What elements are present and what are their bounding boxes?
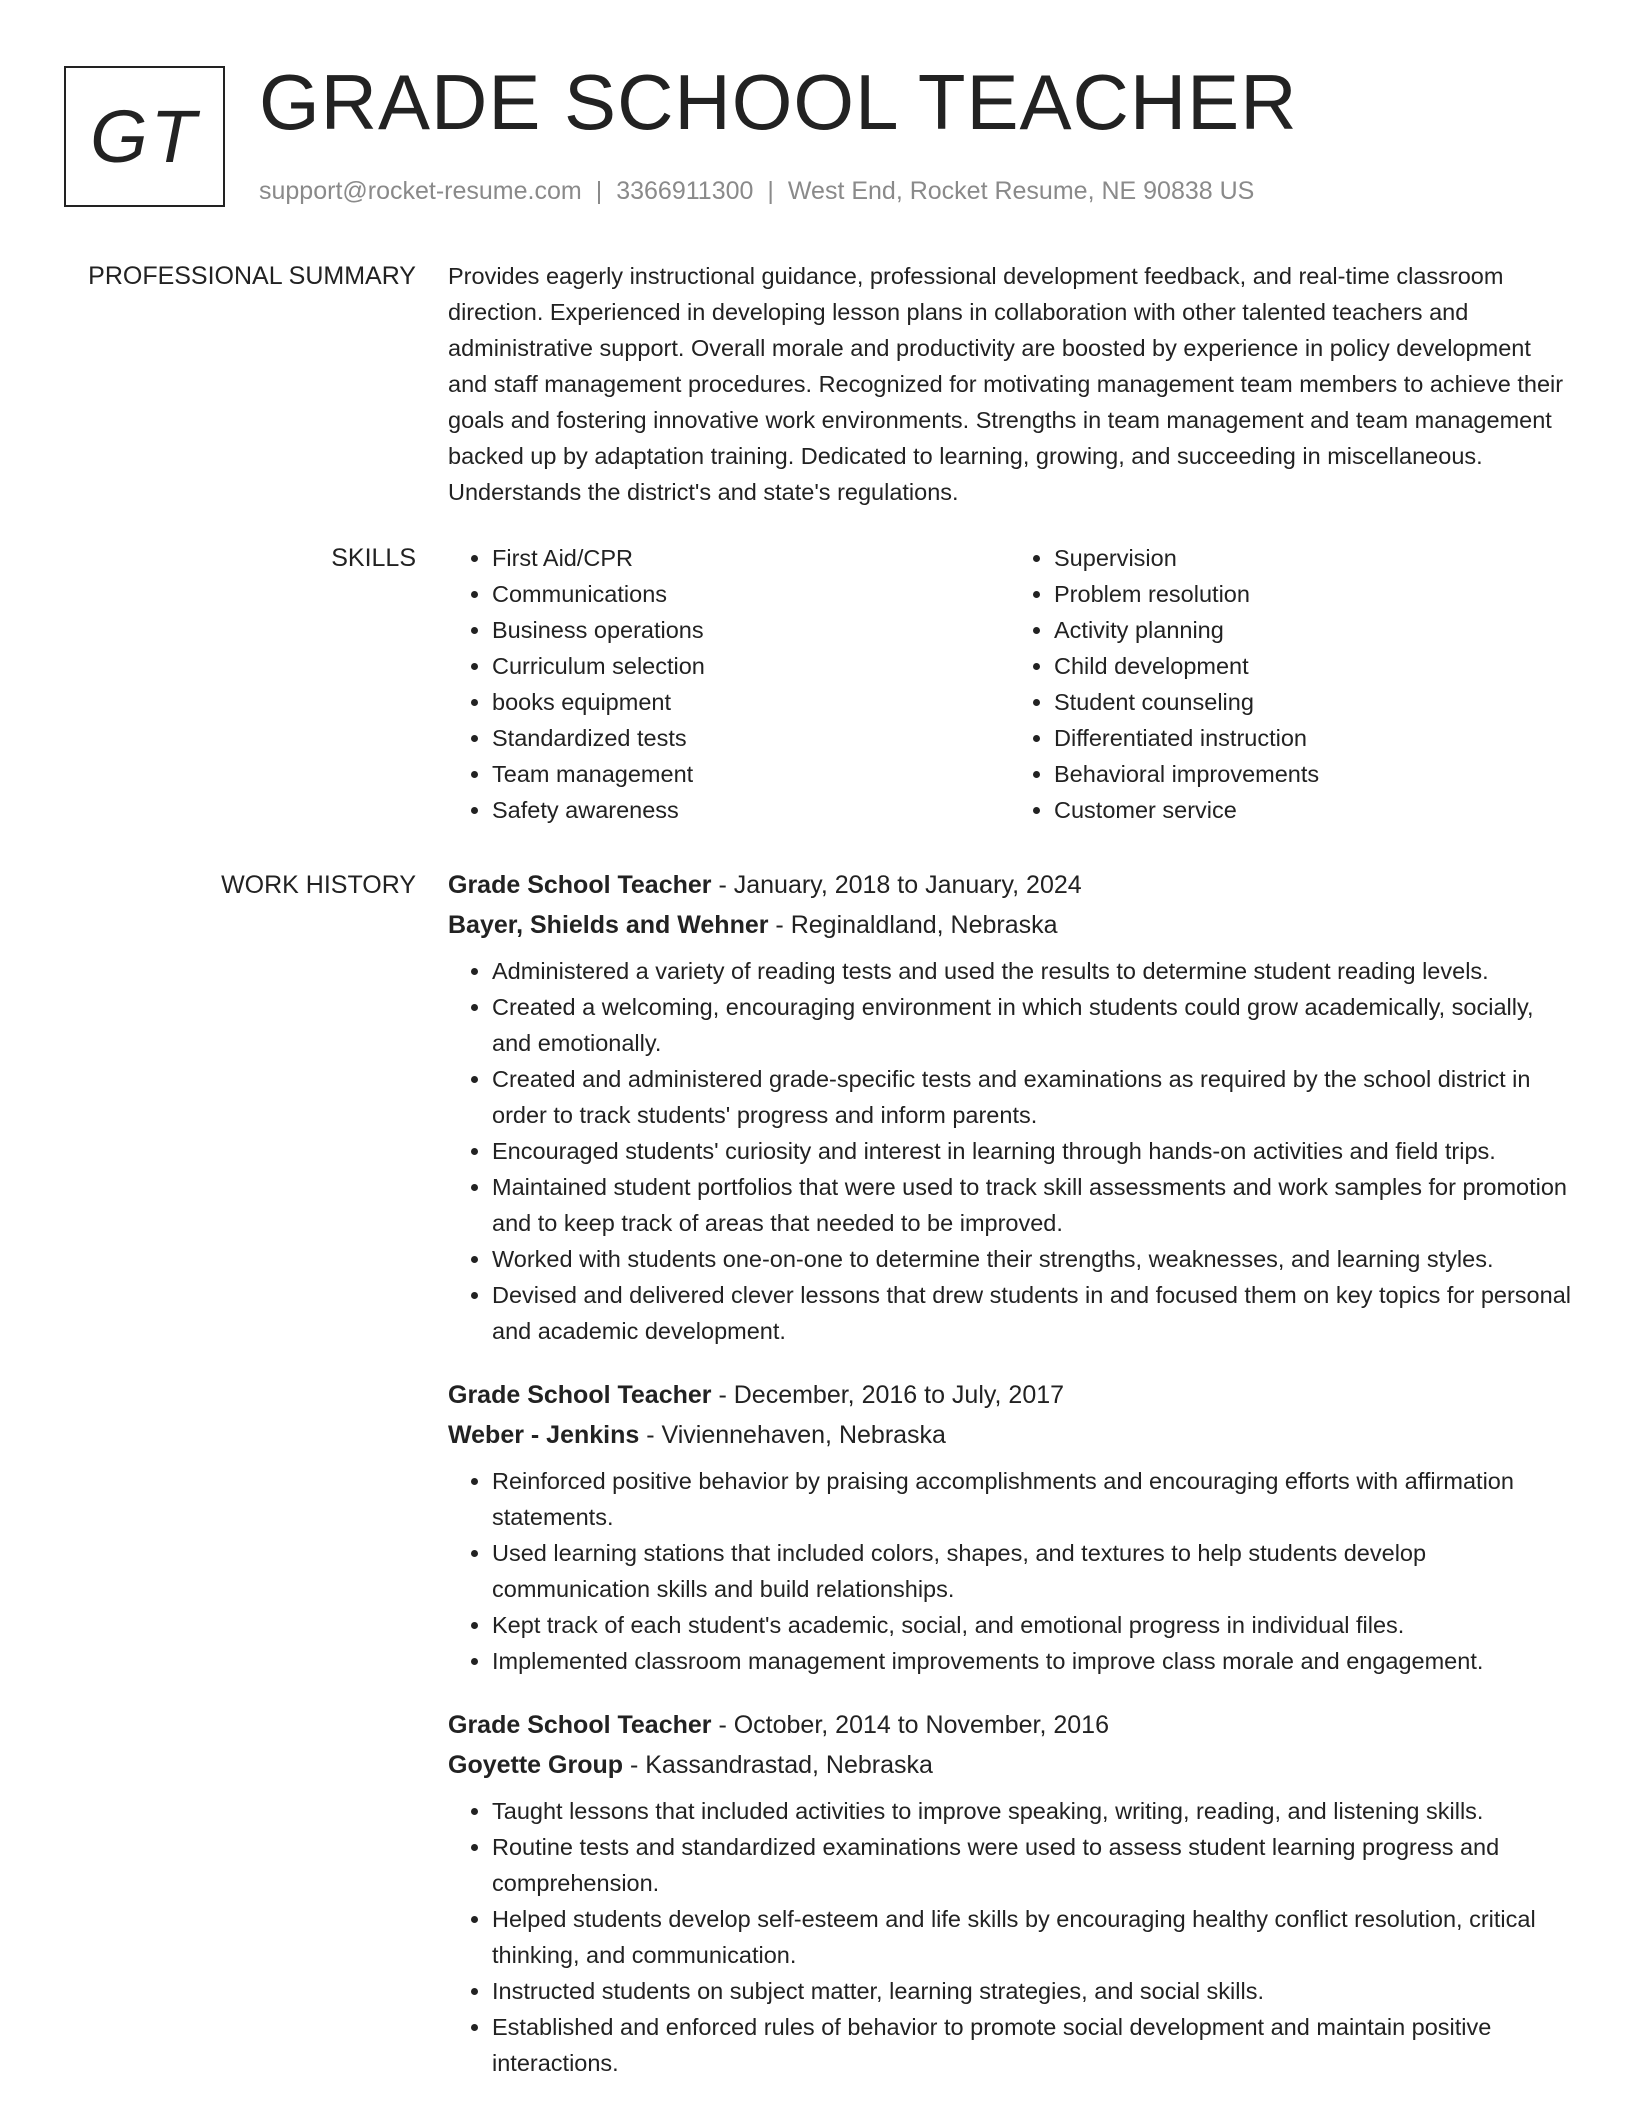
job-entry bbox=[448, 865, 1572, 1349]
summary-heading: PROFESSIONAL SUMMARY bbox=[88, 262, 416, 290]
job-employer-line bbox=[448, 905, 1572, 945]
job-bullet: • Instructed students on subject matter, learning strategies, and social skills. bbox=[492, 1973, 1572, 2009]
job-bullet: • Administered a variety of reading tests and used the results to determine student reading levels. bbox=[492, 953, 1572, 989]
contact-separator: | bbox=[595, 177, 603, 205]
skill-item: • Child development bbox=[1054, 648, 1572, 684]
skill-item: • Activity planning bbox=[1054, 612, 1572, 648]
job-location: Kassandrastad, Nebraska bbox=[645, 1751, 933, 1779]
skills-grid bbox=[448, 540, 1572, 828]
skill-item: • Supervision bbox=[1054, 540, 1572, 576]
skill-item: • Business operations bbox=[492, 612, 1010, 648]
job-bullet: • Created a welcoming, encouraging environment in which students could grow academically, socially, and emotionally. bbox=[492, 989, 1572, 1061]
skill-item: • Problem resolution bbox=[1054, 576, 1572, 612]
job-title: Grade School Teacher bbox=[448, 1381, 712, 1409]
job-dates: December, 2016 to July, 2017 bbox=[733, 1381, 1065, 1409]
job-bullet: • Maintained student portfolios that were used to track skill assessments and work samples for promotion and to keep track of areas that needed to be improved. bbox=[492, 1169, 1572, 1241]
work-history-section bbox=[448, 865, 1572, 2107]
job-bullet: • Taught lessons that included activities to improve speaking, writing, reading, and listening skills. bbox=[492, 1793, 1572, 1829]
contact-separator: | bbox=[767, 177, 774, 205]
resume-name: GRADE SCHOOL TEACHER bbox=[259, 58, 1298, 146]
skill-item: • Standardized tests bbox=[492, 720, 1010, 756]
job-entry bbox=[448, 1705, 1572, 2081]
summary-text: Provides eagerly instructional guidance, professional development feedback, and real-time classroom direction. Experienced in developing lesson plans in collaboration with other talented teachers and administrative support. Overall morale and productivity are boosted by experience in policy development and staff management procedures. Recognized for motivating management team members to achieve their goals and fostering innovative work environments. Strengths in team management and team management backed up by adaptation training. Dedicated to learning, growing, and succeeding in miscellaneous. Understands the district's and state's regulations. bbox=[448, 263, 1564, 505]
job-title-line bbox=[448, 1705, 1572, 1745]
job-bullet: • Kept track of each student's academic, social, and emotional progress in individual files. bbox=[492, 1607, 1572, 1643]
job-bullet-list bbox=[448, 1463, 1572, 1679]
contact-email[interactable]: support@rocket-resume.com bbox=[259, 177, 582, 205]
job-bullet: • Reinforced positive behavior by praising accomplishments and encouraging efforts with affirmation statements. bbox=[492, 1463, 1572, 1535]
job-title-line bbox=[448, 1375, 1572, 1415]
skill-item: • Differentiated instruction bbox=[1054, 720, 1572, 756]
job-bullet: • Implemented classroom management improvements to improve class morale and engagement. bbox=[492, 1643, 1572, 1679]
job-dates: October, 2014 to November, 2016 bbox=[733, 1711, 1109, 1739]
job-employer: Bayer, Shields and Wehner bbox=[448, 911, 769, 939]
skill-item: • Customer service bbox=[1054, 792, 1572, 828]
skill-item: • Team management bbox=[492, 756, 1010, 792]
job-bullet: • Helped students develop self-esteem and life skills by encouraging healthy conflict resolution, critical thinking, and communication. bbox=[492, 1901, 1572, 1973]
job-title: Grade School Teacher bbox=[448, 1711, 712, 1739]
monogram-box bbox=[64, 66, 225, 207]
job-separator: - bbox=[623, 1751, 646, 1779]
job-bullet-list bbox=[448, 1793, 1572, 2081]
contact-line bbox=[259, 174, 1254, 208]
skills-heading: SKILLS bbox=[331, 544, 416, 572]
skill-item: • Communications bbox=[492, 576, 1010, 612]
job-bullet: • Created and administered grade-specific tests and examinations as required by the school district in order to track students' progress and inform parents. bbox=[492, 1061, 1572, 1133]
contact-phone[interactable]: 3366911300 bbox=[616, 177, 754, 205]
skills-section bbox=[448, 540, 1572, 828]
skill-item: • Behavioral improvements bbox=[1054, 756, 1572, 792]
job-title: Grade School Teacher bbox=[448, 871, 712, 899]
summary-section bbox=[448, 258, 1572, 510]
job-employer: Weber - Jenkins bbox=[448, 1421, 640, 1449]
job-location: Reginaldland, Nebraska bbox=[790, 911, 1058, 939]
skill-item: • Curriculum selection bbox=[492, 648, 1010, 684]
work-history-heading: WORK HISTORY bbox=[221, 871, 416, 899]
skills-list-left bbox=[448, 540, 1010, 828]
job-title-line bbox=[448, 865, 1572, 905]
job-bullet: • Encouraged students' curiosity and interest in learning through hands-on activities and field trips. bbox=[492, 1133, 1572, 1169]
skill-item: • books equipment bbox=[492, 684, 1010, 720]
job-separator: - bbox=[711, 1711, 734, 1739]
job-employer-line bbox=[448, 1745, 1572, 1785]
skill-item: • Safety awareness bbox=[492, 792, 1010, 828]
contact-address: West End, Rocket Resume, NE 90838 US bbox=[787, 177, 1255, 205]
job-bullet-list bbox=[448, 953, 1572, 1349]
job-bullet: • Routine tests and standardized examinations were used to assess student learning progress and comprehension. bbox=[492, 1829, 1572, 1901]
job-location: Viviennehaven, Nebraska bbox=[661, 1421, 946, 1449]
job-employer: Goyette Group bbox=[448, 1751, 624, 1779]
skill-item: • First Aid/CPR bbox=[492, 540, 1010, 576]
job-entry bbox=[448, 1375, 1572, 1679]
job-employer-line bbox=[448, 1415, 1572, 1455]
job-bullet: • Worked with students one-on-one to determine their strengths, weaknesses, and learning styles. bbox=[492, 1241, 1572, 1277]
job-bullet: • Established and enforced rules of behavior to promote social development and maintain positive interactions. bbox=[492, 2009, 1572, 2081]
monogram-initials: GT bbox=[90, 94, 199, 178]
job-separator: - bbox=[639, 1421, 662, 1449]
job-separator: - bbox=[711, 1381, 734, 1409]
job-bullet: • Devised and delivered clever lessons that drew students in and focused them on key topics for personal and academic development. bbox=[492, 1277, 1572, 1349]
job-separator: - bbox=[711, 871, 734, 899]
skill-item: • Student counseling bbox=[1054, 684, 1572, 720]
job-dates: January, 2018 to January, 2024 bbox=[733, 871, 1082, 899]
skills-list-right bbox=[1010, 540, 1572, 828]
job-bullet: • Used learning stations that included colors, shapes, and textures to help students develop communication skills and build relationships. bbox=[492, 1535, 1572, 1607]
job-separator: - bbox=[768, 911, 791, 939]
